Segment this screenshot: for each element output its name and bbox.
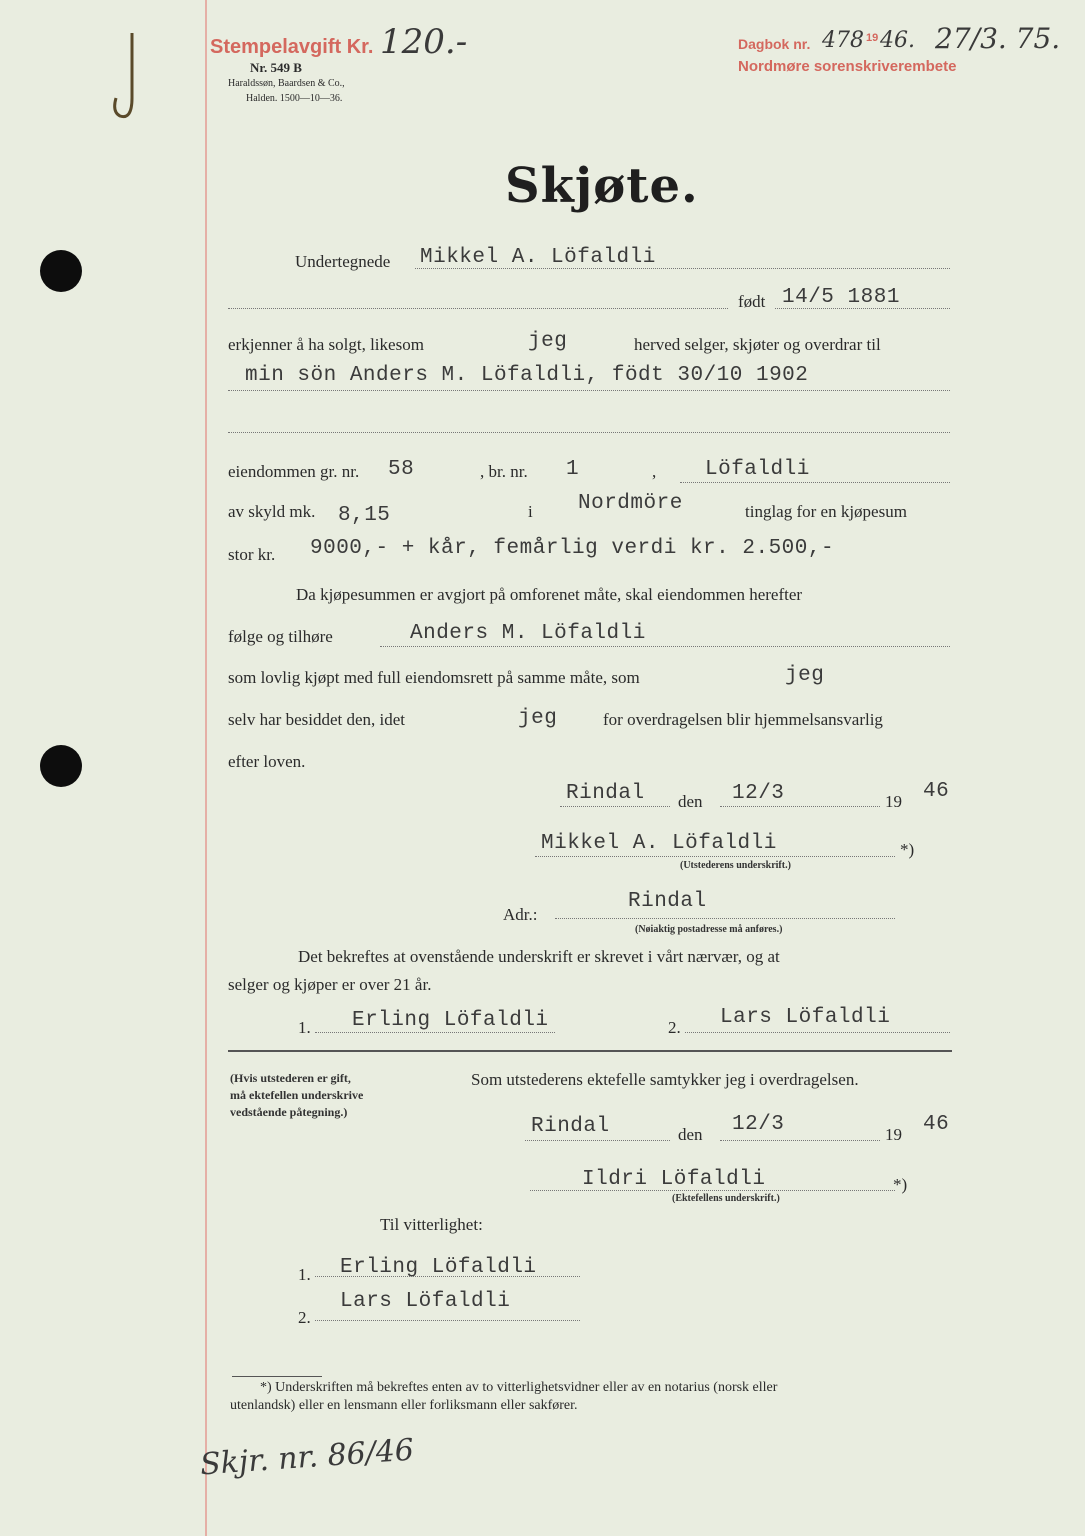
body-line-1: Da kjøpesummen er avgjort på omforenet måte, skal eiendommen herefter <box>296 585 803 604</box>
new-owner-dotted-line <box>380 646 950 647</box>
seller-dotted-line <box>415 268 950 269</box>
body-line-4-after: for overdragelsen blir hjemmelsansvarlig <box>603 710 883 729</box>
attestation-label: Til vitterlighet: <box>380 1215 483 1234</box>
attestation-2-name: Lars Löfaldli <box>340 1290 511 1313</box>
footnote-line-1: *) Underskriften må bekreftes enten av to vitterlighetsvidner eller av en notarius (norsk eller <box>260 1380 778 1395</box>
signing-place: Rindal <box>566 782 645 805</box>
price-label: stor kr. <box>228 545 276 564</box>
blank-dotted-line <box>228 308 728 309</box>
body-line-4-before: selv har besiddet den, idet <box>228 710 406 729</box>
address-label: Adr.: <box>503 905 538 924</box>
body-line-3-pronoun: jeg <box>785 664 825 687</box>
signing-date: 12/3 <box>732 782 785 805</box>
diary-date-note: 27/3. 75. <box>935 22 1061 55</box>
extra-dotted-line <box>228 432 950 433</box>
printer-line-2: Halden. 1500—10—36. <box>246 93 343 104</box>
farm-dotted-line <box>680 482 950 483</box>
district-name: Nordmöre <box>578 492 683 515</box>
spouse-den-label: den <box>678 1125 703 1144</box>
body-line-3: som lovlig kjøpt med full eiendomsrett på samme måte, som <box>228 668 640 687</box>
punch-hole-bottom <box>40 745 82 787</box>
witness-2-number: 2. <box>668 1018 681 1037</box>
gnr-value: 58 <box>388 458 415 481</box>
gnr-label: eiendommen gr. nr. <box>228 462 360 481</box>
witness-1-dots <box>315 1032 555 1033</box>
conveyance-text-before: erkjenner å ha solgt, likesom <box>228 335 424 354</box>
section-divider <box>228 1050 952 1052</box>
diary-number: 478 <box>822 28 864 53</box>
stamp-duty-amount: 120.- <box>380 22 468 62</box>
signing-year-prefix: 19 <box>885 792 902 811</box>
seller-signature-dots <box>535 856 895 857</box>
signing-den-label: den <box>678 792 703 811</box>
witness-1-number: 1. <box>298 1018 311 1037</box>
conveyance-text-after: herved selger, skjøter og overdrar til <box>634 335 881 354</box>
footnote-rule <box>232 1376 322 1377</box>
body-line-5: efter loven. <box>228 752 306 771</box>
spouse-date-dots <box>720 1140 880 1141</box>
margin-handwritten-note: Skjr. nr. 86/46 <box>199 1432 416 1483</box>
witness-2-dots <box>685 1032 950 1033</box>
bnr-value: 1 <box>566 458 580 481</box>
seller-signature-caption: (Utstederens underskrift.) <box>680 860 791 871</box>
new-owner-name: Anders M. Löfaldli <box>410 622 646 645</box>
spouse-signature-asterisk: *) <box>893 1175 908 1194</box>
body-line-2-label: følge og tilhøre <box>228 627 333 646</box>
spouse-year-prefix: 19 <box>885 1125 902 1144</box>
spouse-signature-caption: (Ektefellens underskrift.) <box>672 1193 780 1204</box>
buyer-line: min sön Anders M. Löfaldli, födt 30/10 1902 <box>245 364 809 387</box>
footnote-line-2: utenlandsk) eller en lensmann eller forliksmann eller sakfører. <box>230 1398 578 1413</box>
spouse-place-dots <box>525 1140 670 1141</box>
witness-statement-line-2: selger og kjøper er over 21 år. <box>228 975 432 994</box>
spouse-signature: Ildri Löfaldli <box>582 1168 766 1191</box>
margin-rule <box>205 0 207 1536</box>
punch-hole-top <box>40 250 82 292</box>
spouse-signing-date: 12/3 <box>732 1113 785 1136</box>
address-caption: (Nøiaktig postadresse må anføres.) <box>635 924 783 935</box>
seller-name: Mikkel A. Löfaldli <box>420 246 656 269</box>
spouse-signing-year: 46 <box>923 1113 950 1136</box>
address-value: Rindal <box>628 890 707 913</box>
buyer-dotted-line <box>228 390 950 391</box>
signing-place-dots <box>560 806 670 807</box>
tinglag-text: tinglag for en kjøpesum <box>745 502 907 521</box>
attestation-1-number: 1. <box>298 1265 311 1284</box>
farm-name: Löfaldli <box>705 458 810 481</box>
seller-label: Undertegnede <box>295 252 391 271</box>
born-label: født <box>738 292 766 311</box>
page-title: Skjøte. <box>505 158 699 214</box>
form-number: Nr. 549 B <box>250 60 302 75</box>
conveyance-pronoun: jeg <box>528 330 568 353</box>
skyld-value: 8,15 <box>338 504 391 527</box>
bnr-label: , br. nr. <box>480 462 528 481</box>
spouse-signing-place: Rindal <box>531 1115 610 1138</box>
body-line-4-pronoun: jeg <box>518 707 558 730</box>
diary-year-prefix: 19 <box>866 32 879 44</box>
seller-signature: Mikkel A. Löfaldli <box>541 832 777 855</box>
binder-clip-mark <box>110 28 150 128</box>
witness-1-name: Erling Löfaldli <box>352 1009 549 1032</box>
witness-2-name: Lars Löfaldli <box>720 1006 891 1029</box>
in-label: i <box>528 502 533 521</box>
price-value: 9000,- + kår, femårlig verdi kr. 2.500,- <box>310 537 835 560</box>
spouse-note-line-1: (Hvis utstederen er gift, <box>230 1071 351 1085</box>
printer-line-1: Haraldssøn, Baardsen & Co., <box>228 78 345 89</box>
stamp-duty-label: Stempelavgift Kr. <box>210 36 374 58</box>
born-dotted-line <box>775 308 950 309</box>
witness-statement-line-1: Det bekreftes at ovenstående underskrift er skrevet i vårt nærvær, og at <box>298 947 780 966</box>
spouse-signature-dots <box>530 1190 895 1191</box>
spouse-consent: Som utstederens ektefelle samtykker jeg i overdragelsen. <box>471 1070 859 1089</box>
diary-year: 46. <box>880 28 915 53</box>
seller-born-date: 14/5 1881 <box>782 286 900 309</box>
attestation-2-dots <box>315 1320 580 1321</box>
attestation-2-number: 2. <box>298 1308 311 1327</box>
spouse-note-line-2: må ektefellen underskrive <box>230 1088 364 1102</box>
address-dots <box>555 918 895 919</box>
court-office: Nordmøre sorenskriverembete <box>738 58 957 75</box>
skyld-label: av skyld mk. <box>228 502 316 521</box>
attestation-1-name: Erling Löfaldli <box>340 1256 537 1279</box>
bnr-comma: , <box>652 462 657 481</box>
diary-number-label: Dagbok nr. <box>738 36 811 52</box>
signing-date-dots <box>720 806 880 807</box>
signing-year: 46 <box>923 780 950 803</box>
spouse-note-line-3: vedstående påtegning.) <box>230 1105 348 1119</box>
attestation-1-dots <box>315 1276 580 1277</box>
seller-signature-asterisk: *) <box>900 840 915 859</box>
